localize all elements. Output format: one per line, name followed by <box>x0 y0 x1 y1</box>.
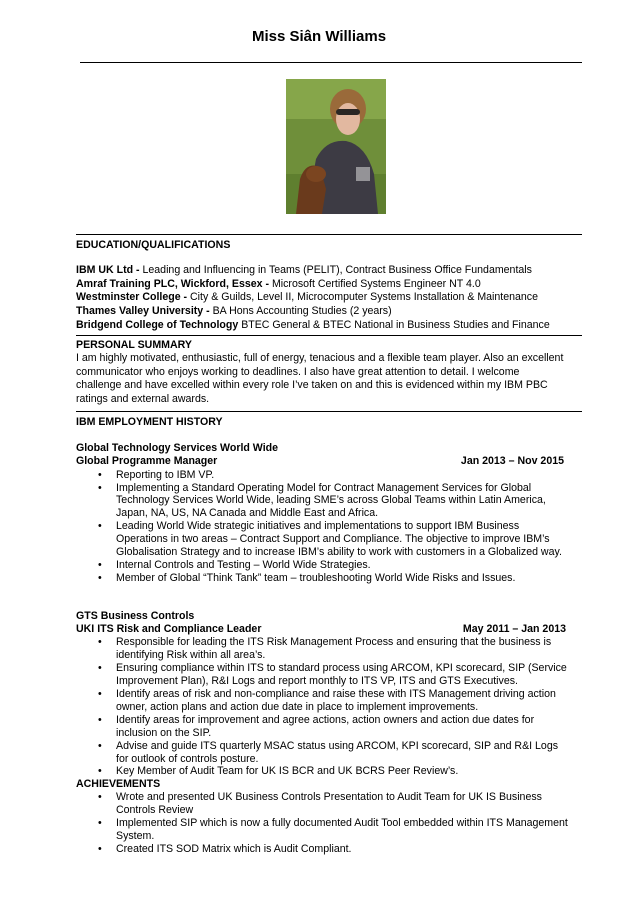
achievements-bullets <box>76 791 582 856</box>
list-item: • Implementing a Standard Operating Model for Contract Management Services for Global Technology Services World Wide, leading SME’s across Global Teams within Latin America, Japan, NA, US, NA Canada and Middle East and Africa. <box>76 482 582 521</box>
education-rule <box>76 234 582 235</box>
education-item: Thames Valley University - BA Hons Accounting Studies (2 years) <box>76 305 392 318</box>
list-item: • Created ITS SOD Matrix which is Audit Compliant. <box>76 843 582 856</box>
list-item: • Reporting to IBM VP. <box>76 469 582 482</box>
header-rule <box>80 62 582 63</box>
list-item: • Internal Controls and Testing – World Wide Strategies. <box>76 559 582 572</box>
education-item: IBM UK Ltd - Leading and Influencing in Teams (PELIT), Contract Business Office Fundamentals <box>76 264 532 276</box>
job-dates: Jan 2013 – Nov 2015 <box>460 455 564 467</box>
employment-rule <box>76 411 582 412</box>
employment-section <box>76 411 582 856</box>
job-risk-compliance-leader <box>76 610 582 856</box>
job-bullets <box>76 469 582 585</box>
job-bullets <box>76 636 582 778</box>
summary-line: I am highly motivated, enthusiastic, full of energy, tenacious and a flexible team player. Also an excellent <box>76 352 564 364</box>
summary-line: ratings and external awards. <box>76 393 210 406</box>
job-title: Global Programme Manager <box>76 455 218 467</box>
list-item: • Member of Global “Think Tank” team – troubleshooting World Wide Risks and Issues. <box>76 572 582 585</box>
list-item: • Identify areas for improvement and agree actions, action owners and action due dates for inclusion on the SIP. <box>76 714 582 740</box>
summary-rule <box>76 335 582 336</box>
list-item: • Advise and guide ITS quarterly MSAC status using ARCOM, KPI scorecard, SIP and R&I Logs for outlook of controls posture. <box>76 740 582 766</box>
list-item: • Key Member of Audit Team for UK IS BCR and UK BCRS Peer Review’s. <box>76 765 582 778</box>
list-item: • Leading World Wide strategic initiatives and implementations to support IBM Business Operations in two areas – Contract Support and Compliance. The objective to improve IBM’s Globalisation Strategy and to increase IBM’s ability to work with customers in a Globalized way. <box>76 520 582 559</box>
summary-heading: PERSONAL SUMMARY <box>76 339 192 351</box>
education-heading: EDUCATION/QUALIFICATIONS <box>76 239 231 251</box>
achievements-heading: ACHIEVEMENTS <box>76 778 161 791</box>
profile-photo <box>286 79 386 214</box>
education-item: Amraf Training PLC, Wickford, Essex - Microsoft Certified Systems Engineer NT 4.0 <box>76 277 481 290</box>
job-title-row <box>76 455 582 469</box>
job-title: UKI ITS Risk and Compliance Leader <box>76 622 262 635</box>
employment-heading: IBM EMPLOYMENT HISTORY <box>76 416 223 428</box>
job-org: Global Technology Services World Wide <box>76 442 279 454</box>
list-item: • Responsible for leading the ITS Risk Management Process and ensuring that the business is identifying Risk within all area’s. <box>76 636 582 662</box>
summary-line: communicator who enjoys working to deadlines. I also have great attention to detail. I welcome <box>76 365 520 378</box>
summary-line: challenge and have excelled within every role I’ve taken on and this is evidenced within my IBM PBC <box>76 379 548 392</box>
education-item: Westminster College - City & Guilds, Level II, Microcomputer Systems Installation & Maintenance <box>76 291 538 304</box>
job-title-row <box>76 623 582 637</box>
list-item: • Wrote and presented UK Business Controls Presentation to Audit Team for UK IS Business Controls Review <box>76 791 582 817</box>
list-item: • Implemented SIP which is now a fully documented Audit Tool embedded within ITS Management System. <box>76 817 582 843</box>
job-dates: May 2011 – Jan 2013 <box>462 622 566 635</box>
education-section <box>76 234 582 333</box>
list-item: • Identify areas of risk and non-compliance and raise these with ITS Management driving action owner, action plans and action due date in place to implement improvements. <box>76 688 582 714</box>
job-global-programme-manager <box>76 442 582 585</box>
job-org: GTS Business Controls <box>76 609 195 622</box>
education-item: Bridgend College of Technology BTEC General & BTEC National in Business Studies and Finance <box>76 318 550 331</box>
list-item: • Ensuring compliance within ITS to standard process using ARCOM, KPI scorecard, SIP (Service Improvement Plan), R&I Logs and report monthly to ITS VP, ITS and GTS Executives. <box>76 662 582 688</box>
candidate-name: Miss Siân Williams <box>251 28 387 45</box>
summary-section <box>76 335 582 407</box>
